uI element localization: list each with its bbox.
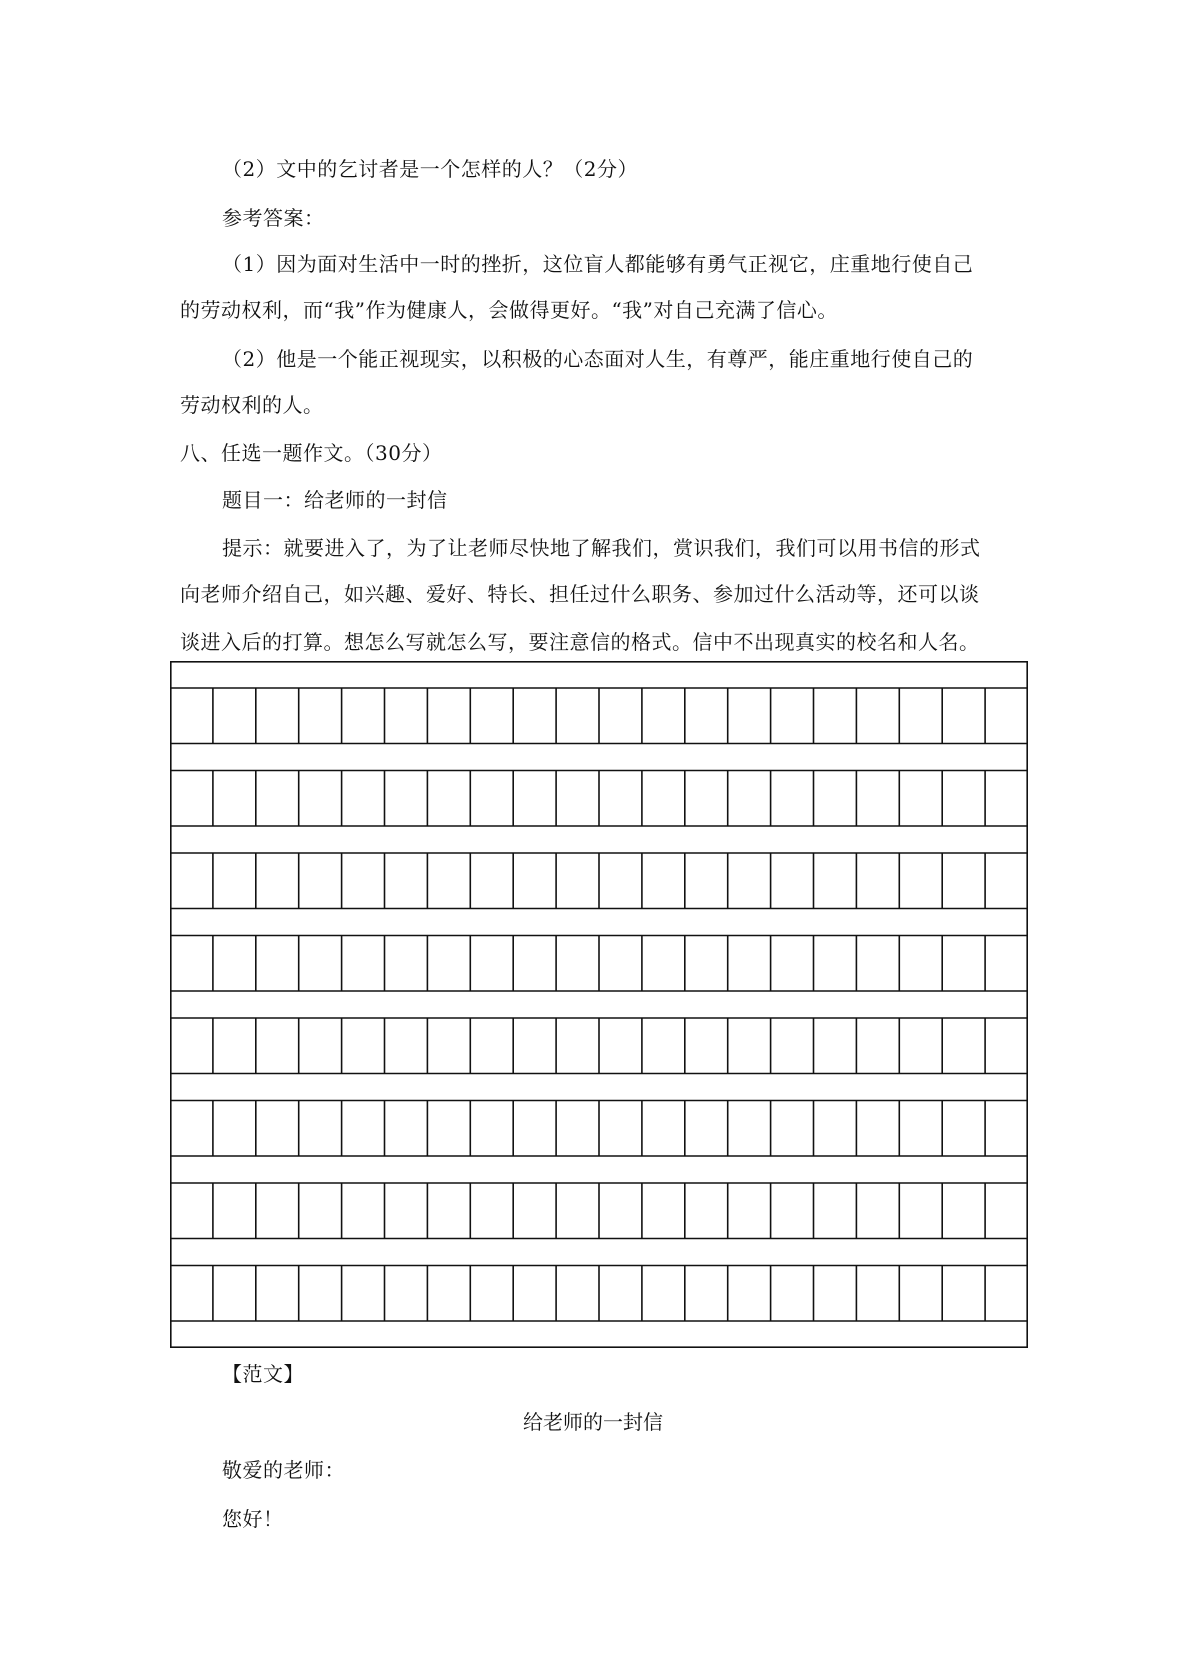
answer-2-line-1: （2）他是一个能正视现实，以积极的心态面对人生，有尊严，能庄重地行使自己的 bbox=[222, 347, 974, 371]
hint-line-3: 谈进入后的打算。想怎么写就怎么写，要注意信的格式。信中不出现真实的校名和人名。 bbox=[180, 630, 980, 654]
grid-border bbox=[171, 662, 1027, 1347]
letter-salutation: 敬爱的老师： bbox=[222, 1458, 345, 1482]
answer-1-line-2: 的劳动权利，而“我”作为健康人，会做得更好。“我”对自己充满了信心。 bbox=[180, 298, 838, 322]
composition-grid-svg bbox=[170, 661, 1028, 1348]
topic-1: 题目一：给老师的一封信 bbox=[222, 488, 448, 512]
composition-grid bbox=[170, 661, 1028, 1348]
answer-2-line-2: 劳动权利的人。 bbox=[180, 393, 324, 417]
model-essay-label: 【范文】 bbox=[222, 1362, 304, 1386]
letter-greeting: 您好！ bbox=[222, 1507, 284, 1531]
reference-answer-label: 参考答案： bbox=[222, 206, 325, 230]
section-8-heading: 八、任选一题作文。（30分） bbox=[180, 441, 443, 465]
answer-1-line-1: （1）因为面对生活中一时的挫折，这位盲人都能够有勇气正视它，庄重地行使自己 bbox=[222, 252, 974, 276]
hint-line-1: 提示：就要进入了，为了让老师尽快地了解我们，赏识我们，我们可以用书信的形式 bbox=[222, 536, 981, 560]
hint-line-2: 向老师介绍自己，如兴趣、爱好、特长、担任过什么职务、参加过什么活动等，还可以谈 bbox=[180, 582, 980, 606]
question-2: （2）文中的乞讨者是一个怎样的人？（2分） bbox=[222, 157, 638, 181]
model-essay-title: 给老师的一封信 bbox=[523, 1410, 663, 1434]
